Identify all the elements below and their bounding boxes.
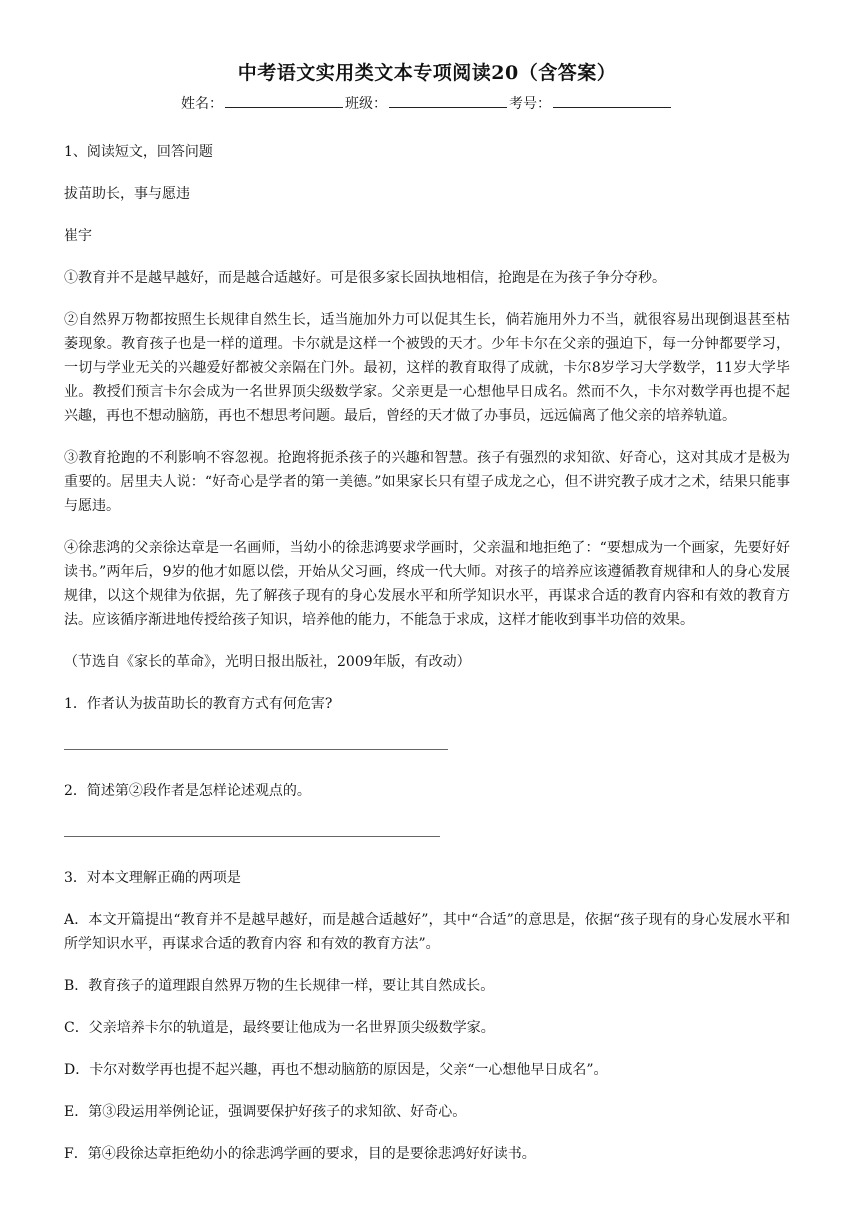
question-2: 2．简述第②段作者是怎样论述观点的。 <box>64 783 311 799</box>
source-note: （节选自《家长的革命》，光明日报出版社，2009年版，有改动） <box>64 654 471 670</box>
page-title: 中考语文实用类文本专项阅读20（含答案） <box>237 62 617 84</box>
article-title: 拔苗助长，事与愿违 <box>64 186 190 202</box>
paragraph-2: ②自然界万物都按照生长规律自然生长，适当施加外力可以促其生长，倘若施用外力不当，就很容易出现倒退甚至枯萎现象。教育孩子也是一样的道理。卡尔就是这样一个被毁的天才。少年卡尔在父亲的强迫下，每一分钟都要学习，一切与学业无关的兴趣爱好都被父亲隔在门外。最初，这样的教育取得了成就，卡尔8岁学习大学数学，11岁大学毕业。教授们预言卡尔会成为一名世界顶尖级数学家。父亲更是一心想他早日成名。然而不久，卡尔对数学再也提不起兴趣，再也不想动脑筋，再也不想思考问题。最后，曾经的天才做了办事员，远远偏离了他父亲的培养轨道。 <box>64 312 790 424</box>
paragraph-3: ③教育抢跑的不利影响不容忽视。抢跑将扼杀孩子的兴趣和智慧。孩子有强烈的求知欲、好奇心，这对其成才是极为重要的。居里夫人说：“好奇心是学者的第一美德。”如果家长只有望子成龙之心，但不讲究教子成才之术，结果只能事与愿违。 <box>64 450 790 514</box>
option-b: B．教育孩子的道理跟自然界万物的生长规律一样，要让其自然成长。 <box>64 978 495 994</box>
class-label: 班级： <box>345 96 387 112</box>
exam-no-blank[interactable] <box>553 95 671 108</box>
question-1: 1．作者认为拔苗助长的教育方式有何危害? <box>64 696 333 712</box>
class-blank[interactable] <box>389 95 507 108</box>
option-e: E．第③段运用举例论证，强调要保护好孩子的求知欲、好奇心。 <box>64 1104 467 1120</box>
option-f: F．第④段徐达章拒绝幼小的徐悲鸿学画的要求，目的是要徐悲鸿好好读书。 <box>64 1146 536 1162</box>
section-intro: 1、阅读短文，回答问题 <box>64 144 213 160</box>
name-label: 姓名： <box>181 96 223 112</box>
exam-no-label: 考号： <box>509 96 551 112</box>
student-info-line <box>64 93 790 113</box>
question-3: 3．对本文理解正确的两项是 <box>64 870 241 886</box>
answer-line-1[interactable] <box>64 749 448 750</box>
option-d: D．卡尔对数学再也提不起兴趣，再也不想动脑筋的原因是，父亲“一心想他早日成名”。 <box>64 1062 608 1078</box>
paragraph-1: ①教育并不是越早越好，而是越合适越好。可是很多家长固执地相信，抢跑是在为孩子争分夺秒。 <box>64 270 666 286</box>
name-blank[interactable] <box>225 95 343 108</box>
option-c: C．父亲培养卡尔的轨道是，最终要让他成为一名世界顶尖级数学家。 <box>64 1020 495 1036</box>
answer-line-2[interactable] <box>64 836 440 837</box>
paragraph-4: ④徐悲鸿的父亲徐达章是一名画师，当幼小的徐悲鸿要求学画时，父亲温和地拒绝了：“要想成为一个画家，先要好好读书。”两年后，9岁的他才如愿以偿，开始从父习画，终成一代大师。对孩子的培养应该遵循教育规律和人的身心发展规律，以这个规律为依据，先了解孩子现有的身心发展水平和所学知识水平，再谋求合适的教育内容和有效的教育方法。应该循序渐进地传授给孩子知识，培养他的能力，不能急于求成，这样才能收到事半功倍的效果。 <box>64 540 790 628</box>
option-a: A．本文开篇提出“教育并不是越早越好，而是越合适越好”，其中“合适”的意思是，依据“孩子现有的身心发展水平和所学知识水平，再谋求合适的教育内容 和有效的教育方法”。 <box>64 912 790 952</box>
article-author: 崔宇 <box>64 228 92 244</box>
